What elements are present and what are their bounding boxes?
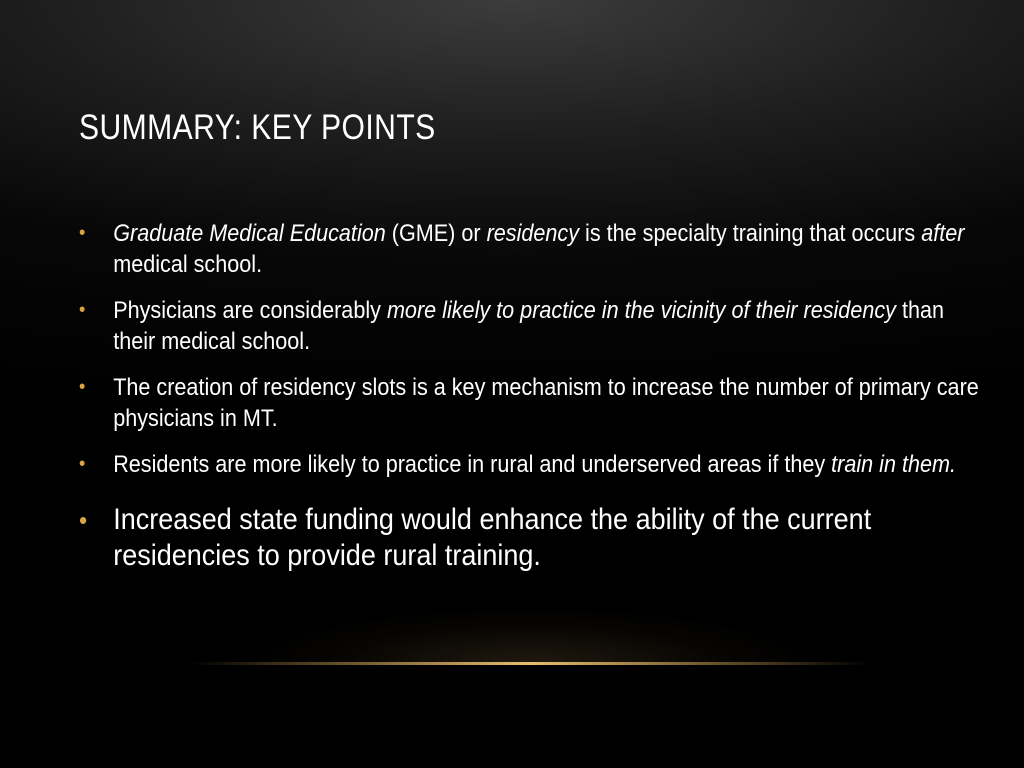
bullet-item-residency-slots <box>79 372 982 434</box>
slide-title: SUMMARY: KEY POINTS <box>79 108 436 147</box>
bullet-item-gme <box>79 218 982 280</box>
bullet-text-part: (GME) or <box>385 220 487 247</box>
bullet-dot-icon: • <box>79 299 86 321</box>
bullet-text-part: is the specialty training that occurs <box>579 220 922 247</box>
bullet-text-part: medical school. <box>113 251 263 278</box>
bullet-dot-icon: • <box>79 376 86 398</box>
bullet-text-part: Residents are more likely to practice in rural and underserved areas if they <box>113 451 832 478</box>
bullet-text-part: more likely to practice in the vicinity of their residency <box>386 297 896 324</box>
bullet-dot-icon: • <box>79 453 86 475</box>
bullet-text-part: after <box>921 220 965 247</box>
bullet-dot-icon: • <box>79 222 86 244</box>
bullet-item-physicians <box>79 295 982 357</box>
bullet-text-part: train in them. <box>831 451 957 478</box>
bullet-text-part: Physicians are considerably <box>113 297 387 324</box>
bullet-text-part: residency <box>486 220 580 247</box>
bullet-item-state-funding <box>79 502 982 574</box>
bullet-text-part: Graduate Medical Education <box>113 220 386 247</box>
bullet-list <box>79 218 979 589</box>
decorative-glow <box>260 610 800 665</box>
bullet-text-part: The creation of residency slots is a key mechanism to increase the number of primary care physicians in MT. <box>113 374 979 432</box>
bullet-dot-icon: • <box>79 505 88 535</box>
bullet-text-part: than their medical school. <box>113 297 944 355</box>
decorative-gold-divider <box>190 662 870 665</box>
bullet-text-part: Increased state funding would enhance the ability of the current residencies to provide rural training. <box>113 503 872 572</box>
bullet-item-residents-rural <box>79 449 982 480</box>
